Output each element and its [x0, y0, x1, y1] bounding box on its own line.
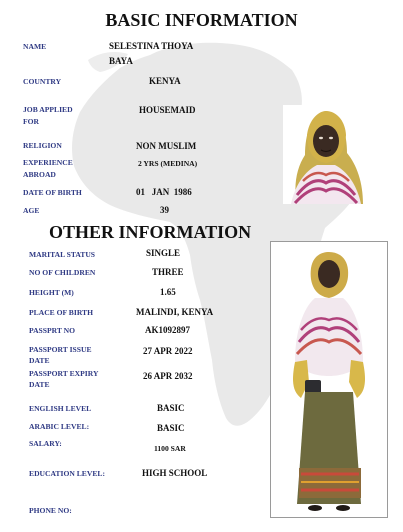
arabic-level-value: BASIC [157, 423, 185, 433]
passport-expiry-value: 26 APR 2032 [143, 371, 193, 381]
experience-label-line1: EXPERIENCE [23, 158, 73, 167]
name-value-line1: SELESTINA THOYA [109, 41, 194, 51]
name-label: NAME [23, 42, 47, 51]
full-body-photo-frame [270, 241, 388, 518]
passport-issue-label-line1: PASSPORT ISSUE [29, 345, 92, 354]
arabic-level-label: ARABIC LEVEL: [29, 422, 90, 431]
marital-status-value: SINGLE [146, 248, 181, 258]
education-level-label: EDUCATION LEVEL: [29, 469, 106, 478]
religion-value: NON MUSLIM [136, 141, 197, 151]
salary-label: SALARY: [29, 439, 62, 448]
education-level-value: HIGH SCHOOL [142, 468, 208, 478]
job-applied-value: HOUSEMAID [139, 105, 196, 115]
passport-expiry-label-line2: DATE [29, 380, 50, 389]
country-label: COUNTRY [23, 77, 62, 86]
age-value: 39 [160, 205, 169, 215]
experience-label-line2: ABROAD [23, 170, 56, 179]
passport-no-value: AK1092897 [145, 325, 190, 335]
salary-value: 1100 SAR [154, 444, 186, 453]
age-label: AGE [23, 206, 40, 215]
phone-no-label: PHONE NO: [29, 506, 72, 515]
job-applied-label-line2: FOR [23, 117, 40, 126]
marital-status-label: MARITAL STATUS [29, 250, 96, 259]
religion-label: RELIGION [23, 141, 62, 150]
headshot-photo [283, 105, 369, 204]
passport-expiry-label-line1: PASSPORT EXPIRY [29, 369, 99, 378]
passport-no-label: PASSPRT NO [29, 326, 76, 335]
basic-information-title: BASIC INFORMATION [105, 10, 298, 30]
other-information-title: OTHER INFORMATION [49, 222, 252, 242]
experience-value: 2 YRS (MEDINA) [138, 159, 198, 168]
full-body-photo-icon [271, 242, 387, 517]
passport-issue-value: 27 APR 2022 [143, 346, 193, 356]
height-value: 1.65 [160, 287, 176, 297]
english-level-value: BASIC [157, 403, 185, 413]
dob-value: 01 JAN 1986 [136, 187, 192, 197]
headshot-photo-icon [283, 105, 369, 204]
place-of-birth-label: PLACE OF BIRTH [29, 308, 94, 317]
english-level-label: ENGLISH LEVEL [29, 404, 92, 413]
passport-issue-label-line2: DATE [29, 356, 50, 365]
country-value: KENYA [149, 76, 181, 86]
children-label: NO OF CHILDREN [29, 268, 96, 277]
name-value-line2: BAYA [109, 56, 133, 66]
job-applied-label-line1: JOB APPLIED [23, 105, 73, 114]
height-label: HEIGHT (M) [29, 288, 74, 297]
dob-label: DATE OF BIRTH [23, 188, 82, 197]
children-value: THREE [152, 267, 184, 277]
place-of-birth-value: MALINDI, KENYA [136, 307, 214, 317]
